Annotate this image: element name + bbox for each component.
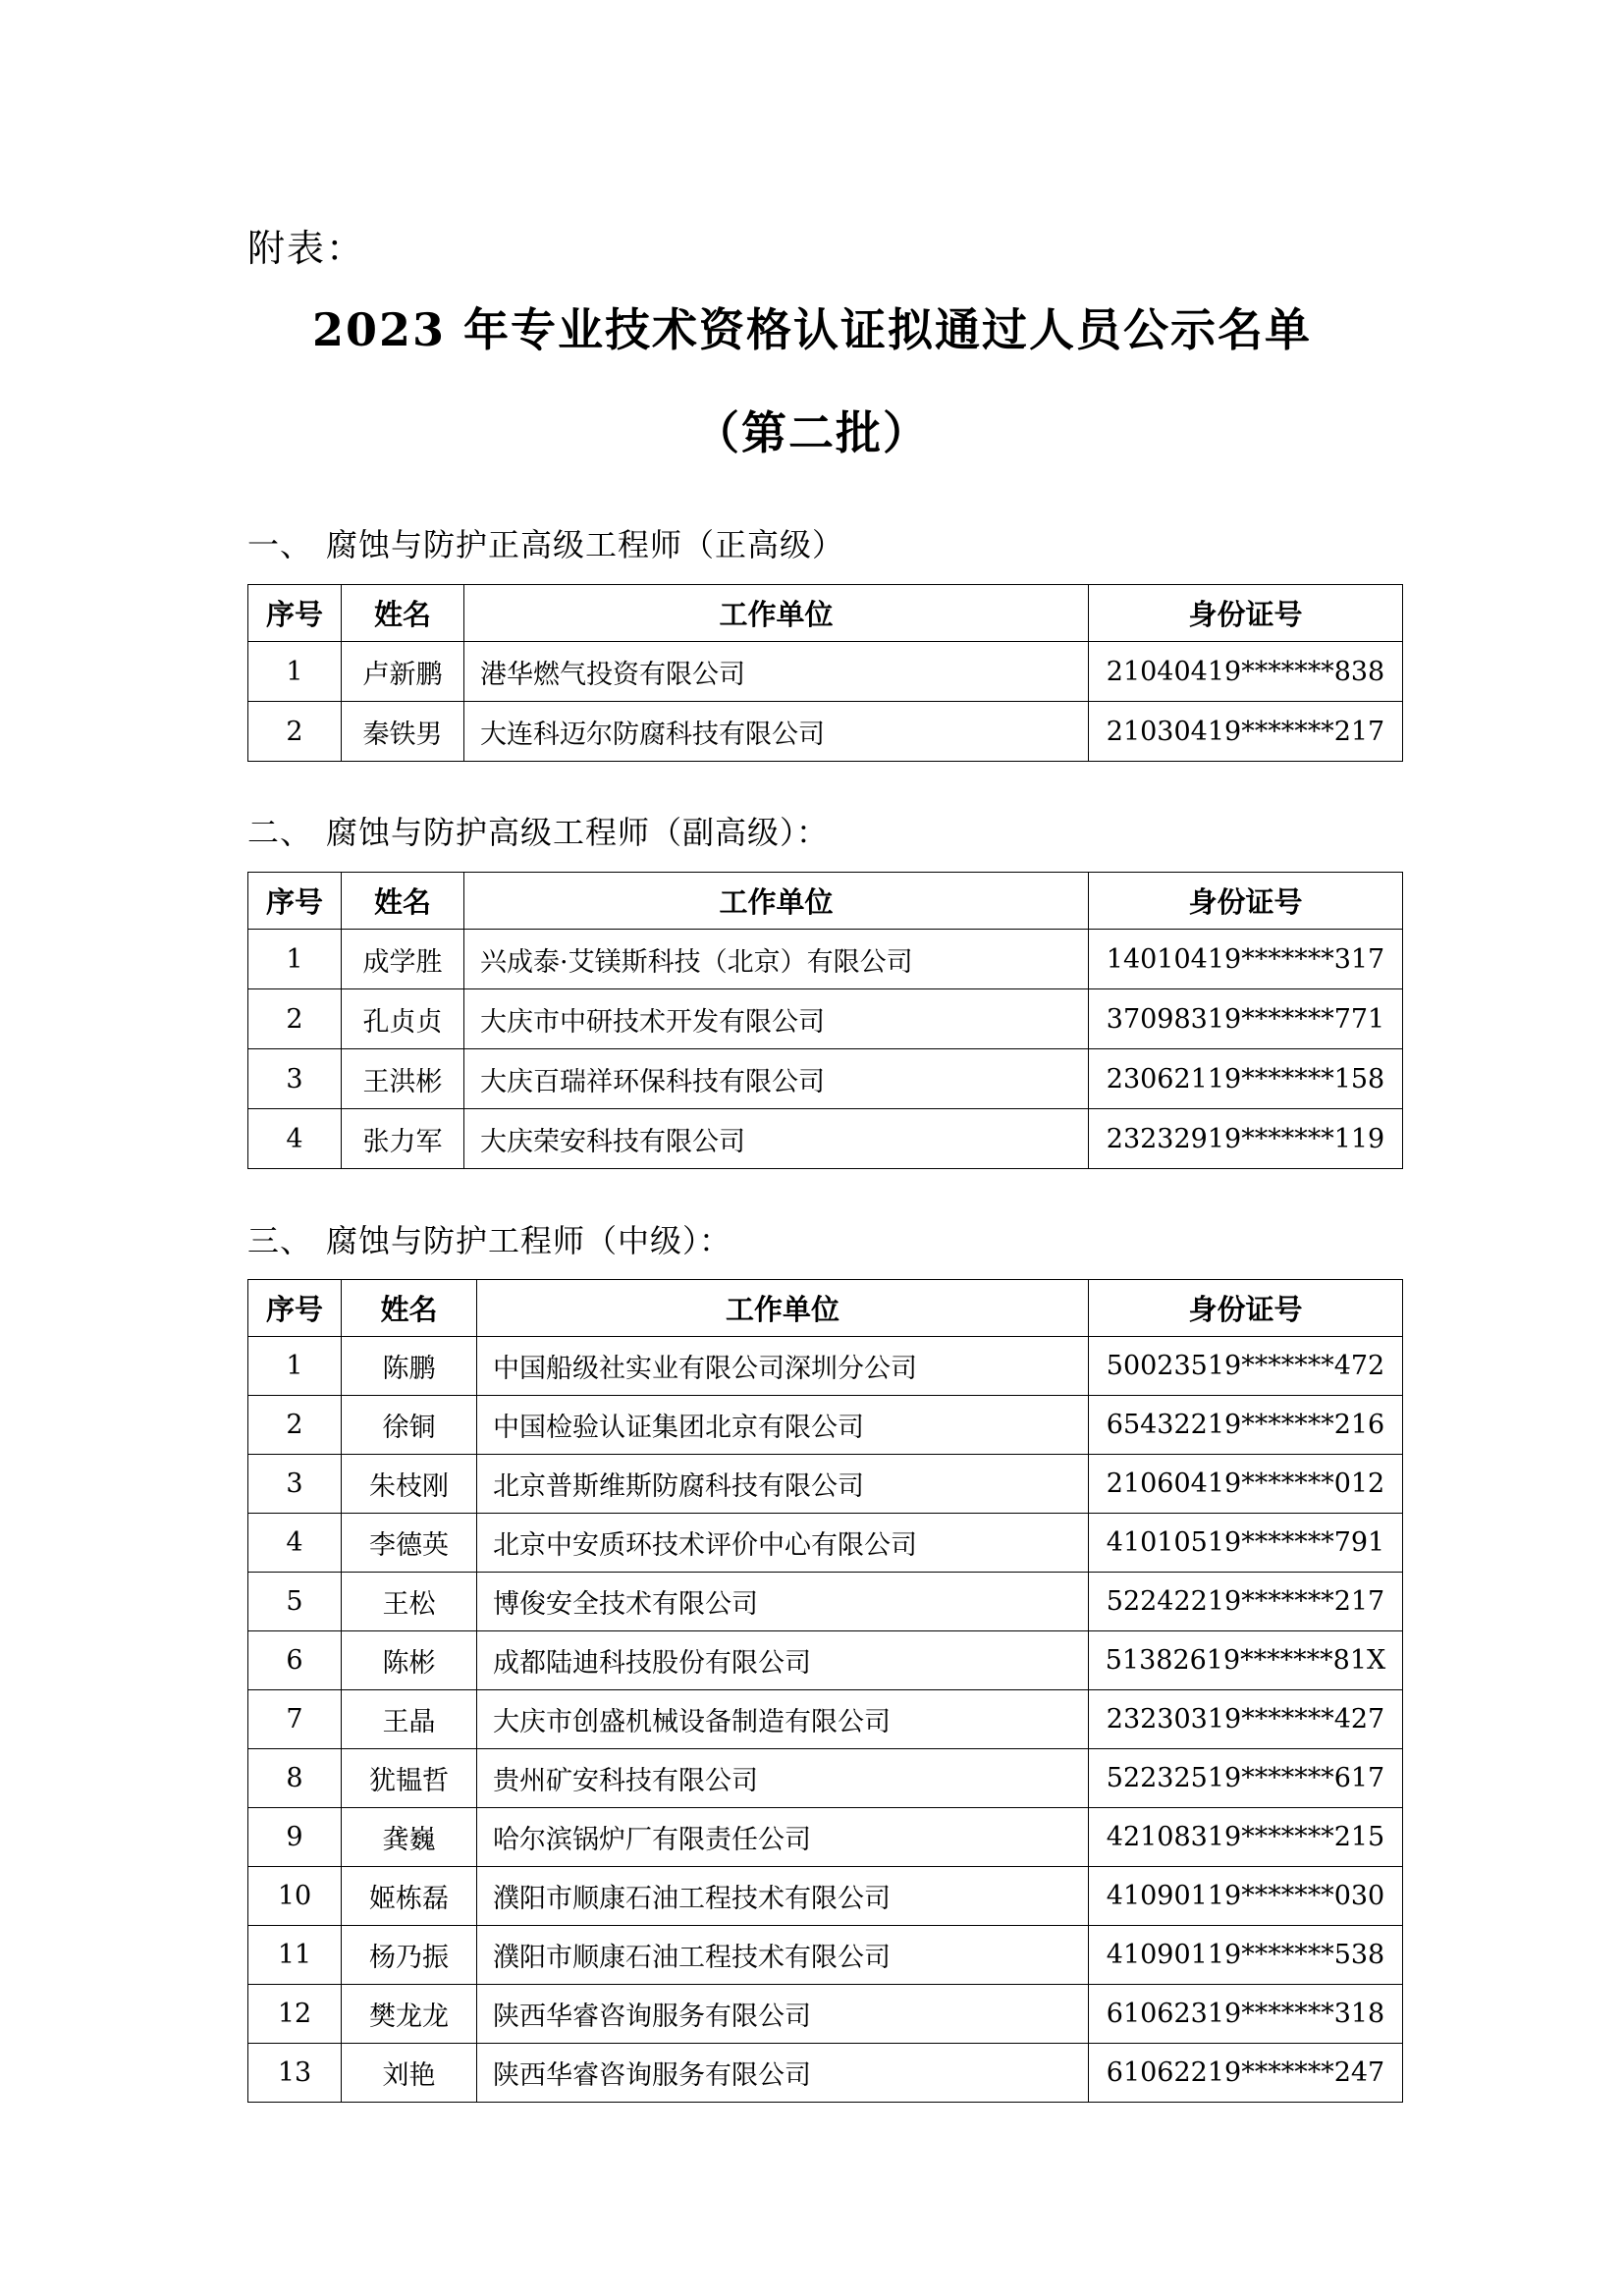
org-cell: 陕西华睿咨询服务有限公司	[477, 2044, 1089, 2103]
section-3-table	[247, 1279, 1403, 2103]
id-cell: 50023519*******472	[1089, 1337, 1403, 1396]
section-1-number: 一、	[247, 526, 313, 563]
org-cell: 北京普斯维斯防腐科技有限公司	[477, 1455, 1089, 1514]
id-cell: 52232519*******617	[1089, 1749, 1403, 1808]
table-header-row	[248, 585, 1403, 642]
id-cell: 37098319*******771	[1089, 989, 1403, 1049]
header-seq: 序号	[248, 1280, 342, 1337]
header-org: 工作单位	[464, 873, 1089, 930]
table-row	[248, 2044, 1403, 2103]
name-cell: 樊龙龙	[342, 1985, 477, 2044]
name-cell: 张力军	[342, 1109, 464, 1169]
table-row	[248, 702, 1403, 762]
id-cell: 23062119*******158	[1089, 1049, 1403, 1109]
table-row	[248, 1455, 1403, 1514]
table-header-row	[248, 1280, 1403, 1337]
attachment-label: 附表：	[247, 227, 366, 270]
header-id: 身份证号	[1089, 873, 1403, 930]
org-cell: 成都陆迪科技股份有限公司	[477, 1631, 1089, 1690]
name-cell: 犹韫哲	[342, 1749, 477, 1808]
org-cell: 兴成泰·艾镁斯科技（北京）有限公司	[464, 930, 1089, 989]
seq-cell: 11	[248, 1926, 342, 1985]
name-cell: 杨乃振	[342, 1926, 477, 1985]
id-cell: 61062319*******318	[1089, 1985, 1403, 2044]
seq-cell: 2	[248, 702, 342, 762]
header-org: 工作单位	[464, 585, 1089, 642]
section-3-heading	[247, 1216, 731, 1261]
seq-cell: 6	[248, 1631, 342, 1690]
id-cell: 65432219*******216	[1089, 1396, 1403, 1455]
seq-cell: 10	[248, 1867, 342, 1926]
org-cell: 大连科迈尔防腐科技有限公司	[464, 702, 1089, 762]
table-row	[248, 1808, 1403, 1867]
org-cell: 博俊安全技术有限公司	[477, 1573, 1089, 1631]
seq-cell: 1	[248, 1337, 342, 1396]
header-name: 姓名	[342, 585, 464, 642]
table-row	[248, 1049, 1403, 1109]
id-cell: 61062219*******247	[1089, 2044, 1403, 2103]
org-cell: 哈尔滨锅炉厂有限责任公司	[477, 1808, 1089, 1867]
seq-cell: 3	[248, 1455, 342, 1514]
table-row	[248, 1926, 1403, 1985]
name-cell: 王晶	[342, 1690, 477, 1749]
table-row	[248, 1573, 1403, 1631]
seq-cell: 4	[248, 1514, 342, 1573]
name-cell: 刘艳	[342, 2044, 477, 2103]
name-cell: 陈彬	[342, 1631, 477, 1690]
name-cell: 徐铜	[342, 1396, 477, 1455]
section-2-title: 腐蚀与防护高级工程师（副高级）：	[326, 814, 830, 851]
seq-cell: 2	[248, 1396, 342, 1455]
seq-cell: 5	[248, 1573, 342, 1631]
header-name: 姓名	[342, 1280, 477, 1337]
header-org: 工作单位	[477, 1280, 1089, 1337]
name-cell: 朱枝刚	[342, 1455, 477, 1514]
org-cell: 中国船级社实业有限公司深圳分公司	[477, 1337, 1089, 1396]
section-2-number: 二、	[247, 814, 313, 851]
table-row	[248, 1396, 1403, 1455]
seq-cell: 4	[248, 1109, 342, 1169]
seq-cell: 2	[248, 989, 342, 1049]
header-id: 身份证号	[1089, 585, 1403, 642]
id-cell: 42108319*******215	[1089, 1808, 1403, 1867]
table-row	[248, 1867, 1403, 1926]
id-cell: 41090119*******030	[1089, 1867, 1403, 1926]
name-cell: 李德英	[342, 1514, 477, 1573]
org-cell: 中国检验认证集团北京有限公司	[477, 1396, 1089, 1455]
id-cell: 52242219*******217	[1089, 1573, 1403, 1631]
section-1-table	[247, 584, 1403, 762]
table-row	[248, 1985, 1403, 2044]
document-title: 2023 年专业技术资格认证拟通过人员公示名单	[311, 303, 1313, 356]
id-cell: 41090119*******538	[1089, 1926, 1403, 1985]
id-cell: 21030419*******217	[1089, 702, 1403, 762]
seq-cell: 7	[248, 1690, 342, 1749]
org-cell: 贵州矿安科技有限公司	[477, 1749, 1089, 1808]
seq-cell: 1	[248, 930, 342, 989]
name-cell: 王松	[342, 1573, 477, 1631]
org-cell: 濮阳市顺康石油工程技术有限公司	[477, 1867, 1089, 1926]
document-subtitle-batch: （第二批）	[694, 406, 930, 459]
org-cell: 大庆市创盛机械设备制造有限公司	[477, 1690, 1089, 1749]
org-cell: 濮阳市顺康石油工程技术有限公司	[477, 1926, 1089, 1985]
name-cell: 秦铁男	[342, 702, 464, 762]
org-cell: 北京中安质环技术评价中心有限公司	[477, 1514, 1089, 1573]
table-row	[248, 989, 1403, 1049]
table-row	[248, 1109, 1403, 1169]
id-cell: 14010419*******317	[1089, 930, 1403, 989]
org-cell: 陕西华睿咨询服务有限公司	[477, 1985, 1089, 2044]
section-3-title: 腐蚀与防护工程师（中级）：	[326, 1222, 732, 1259]
section-2-table	[247, 872, 1403, 1169]
id-cell: 41010519*******791	[1089, 1514, 1403, 1573]
org-cell: 大庆市中研技术开发有限公司	[464, 989, 1089, 1049]
name-cell: 成学胜	[342, 930, 464, 989]
name-cell: 王洪彬	[342, 1049, 464, 1109]
seq-cell: 1	[248, 642, 342, 702]
name-cell: 姬栋磊	[342, 1867, 477, 1926]
seq-cell: 13	[248, 2044, 342, 2103]
name-cell: 龚巍	[342, 1808, 477, 1867]
seq-cell: 12	[248, 1985, 342, 2044]
table-row	[248, 1514, 1403, 1573]
id-cell: 23230319*******427	[1089, 1690, 1403, 1749]
table-row	[248, 930, 1403, 989]
name-cell: 孔贞贞	[342, 989, 464, 1049]
seq-cell: 9	[248, 1808, 342, 1867]
name-cell: 陈鹏	[342, 1337, 477, 1396]
table-header-row	[248, 873, 1403, 930]
header-seq: 序号	[248, 873, 342, 930]
org-cell: 大庆百瑞祥环保科技有限公司	[464, 1049, 1089, 1109]
table-row	[248, 1631, 1403, 1690]
table-row	[248, 642, 1403, 702]
seq-cell: 3	[248, 1049, 342, 1109]
id-cell: 21040419*******838	[1089, 642, 1403, 702]
section-3-number: 三、	[247, 1222, 313, 1259]
header-id: 身份证号	[1089, 1280, 1403, 1337]
id-cell: 51382619*******81X	[1089, 1631, 1403, 1690]
table-row	[248, 1337, 1403, 1396]
table-row	[248, 1749, 1403, 1808]
id-cell: 23232919*******119	[1089, 1109, 1403, 1169]
section-1-title: 腐蚀与防护正高级工程师（正高级）	[326, 526, 845, 563]
section-1-heading	[247, 520, 844, 565]
seq-cell: 8	[248, 1749, 342, 1808]
table-row	[248, 1690, 1403, 1749]
header-seq: 序号	[248, 585, 342, 642]
name-cell: 卢新鹏	[342, 642, 464, 702]
org-cell: 大庆荣安科技有限公司	[464, 1109, 1089, 1169]
id-cell: 21060419*******012	[1089, 1455, 1403, 1514]
header-name: 姓名	[342, 873, 464, 930]
org-cell: 港华燃气投资有限公司	[464, 642, 1089, 702]
section-2-heading	[247, 808, 829, 853]
